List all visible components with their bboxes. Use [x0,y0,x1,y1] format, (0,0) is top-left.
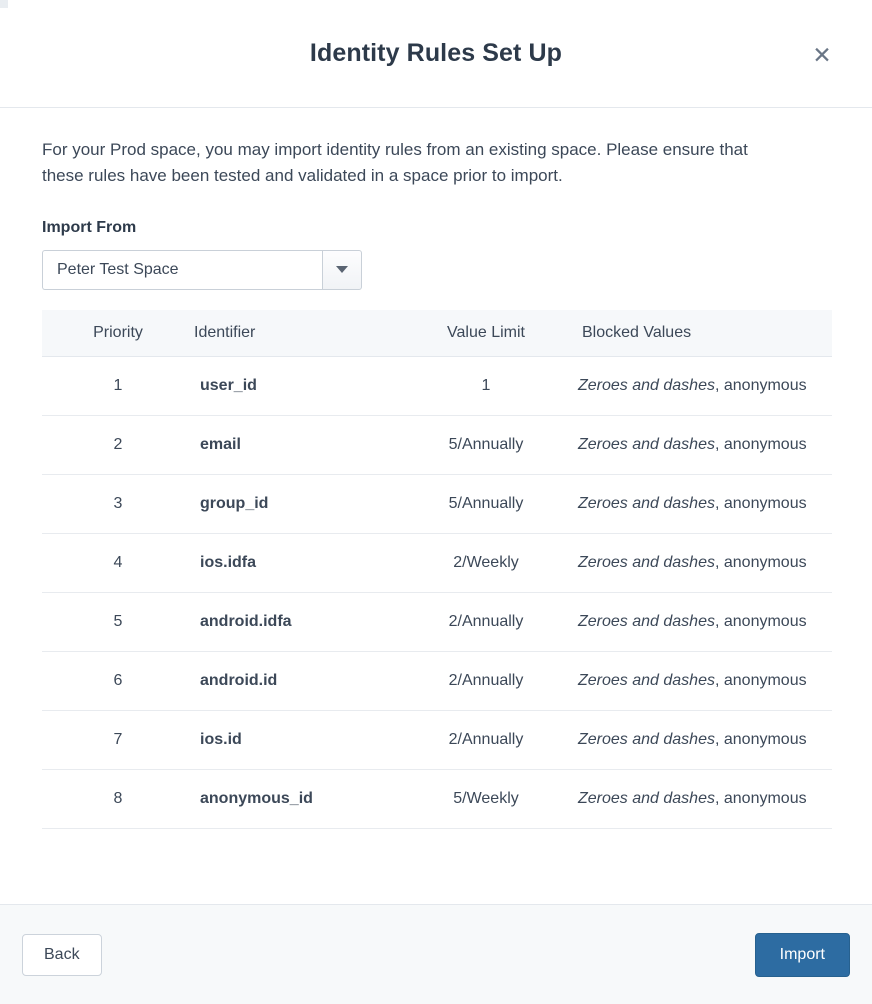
column-header-identifier: Identifier [194,310,400,357]
space-select-toggle[interactable] [322,250,362,290]
cell-priority: 6 [42,651,194,710]
chevron-down-icon [336,266,348,273]
table-row [42,769,832,828]
cell-blocked-values [572,710,832,769]
cell-blocked-values [572,533,832,592]
cell-value-limit: 2/Annually [400,592,572,651]
blocked-values-italic: Zeroes and dashes [578,553,715,571]
blocked-values-rest: , anonymous [714,376,807,394]
cell-blocked-values [572,651,832,710]
blocked-values-italic: Zeroes and dashes [578,376,715,394]
cell-value-limit: 1 [400,356,572,415]
modal-footer [0,904,872,1004]
blocked-values-rest: , anonymous [714,612,807,630]
page-title: Identity Rules Set Up [309,39,563,67]
cell-identifier: ios.idfa [194,533,400,592]
column-header-value-limit: Value Limit [400,310,572,357]
cell-blocked-values [572,356,832,415]
table-header-row [42,310,832,357]
cell-identifier: android.id [194,651,400,710]
cell-identifier: android.idfa [194,592,400,651]
modal-header [0,0,872,108]
cell-value-limit: 5/Annually [400,415,572,474]
blocked-values-rest: , anonymous [714,435,807,453]
blocked-values-italic: Zeroes and dashes [578,612,715,630]
cell-priority: 2 [42,415,194,474]
table-row [42,415,832,474]
table-body [42,356,832,828]
blocked-values-italic: Zeroes and dashes [578,435,715,453]
table-row [42,474,832,533]
table-row [42,651,832,710]
cell-value-limit: 2/Annually [400,651,572,710]
column-header-blocked-values: Blocked Values [572,310,832,357]
blocked-values-italic: Zeroes and dashes [578,671,715,689]
blocked-values-italic: Zeroes and dashes [578,789,715,807]
table-row [42,356,832,415]
identity-rules-table [42,310,832,829]
blocked-values-rest: , anonymous [714,553,807,571]
back-button[interactable]: Back [22,934,102,976]
cell-priority: 3 [42,474,194,533]
cell-identifier: email [194,415,400,474]
import-button[interactable]: Import [755,933,850,977]
space-select-value[interactable]: Peter Test Space [42,250,322,290]
column-header-priority: Priority [42,310,194,357]
cell-value-limit: 5/Annually [400,474,572,533]
cell-blocked-values [572,769,832,828]
cell-priority: 1 [42,356,194,415]
cell-value-limit: 2/Weekly [400,533,572,592]
cell-value-limit: 5/Weekly [400,769,572,828]
close-icon[interactable]: ✕ [808,41,836,69]
blocked-values-rest: , anonymous [714,494,807,512]
cell-value-limit: 2/Annually [400,710,572,769]
cell-identifier: ios.id [194,710,400,769]
modal-body [0,108,872,904]
cell-identifier: user_id [194,356,400,415]
cell-identifier: anonymous_id [194,769,400,828]
cell-priority: 8 [42,769,194,828]
blocked-values-rest: , anonymous [714,671,807,689]
cell-identifier: group_id [194,474,400,533]
intro-text: For your Prod space, you may import identity rules from an existing space. Please ensure that these rules have been tested and validated in a space prior to import. [42,140,748,185]
table-header [42,310,832,357]
cell-blocked-values [572,415,832,474]
cell-blocked-values [572,592,832,651]
cell-blocked-values [572,474,832,533]
cell-priority: 7 [42,710,194,769]
table-row [42,592,832,651]
space-select[interactable] [42,250,362,290]
blocked-values-rest: , anonymous [714,789,807,807]
table-row [42,710,832,769]
cell-priority: 4 [42,533,194,592]
import-from-label: Import From [42,218,137,236]
blocked-values-rest: , anonymous [714,730,807,748]
table-row [42,533,832,592]
blocked-values-italic: Zeroes and dashes [578,730,715,748]
cell-priority: 5 [42,592,194,651]
blocked-values-italic: Zeroes and dashes [578,494,715,512]
